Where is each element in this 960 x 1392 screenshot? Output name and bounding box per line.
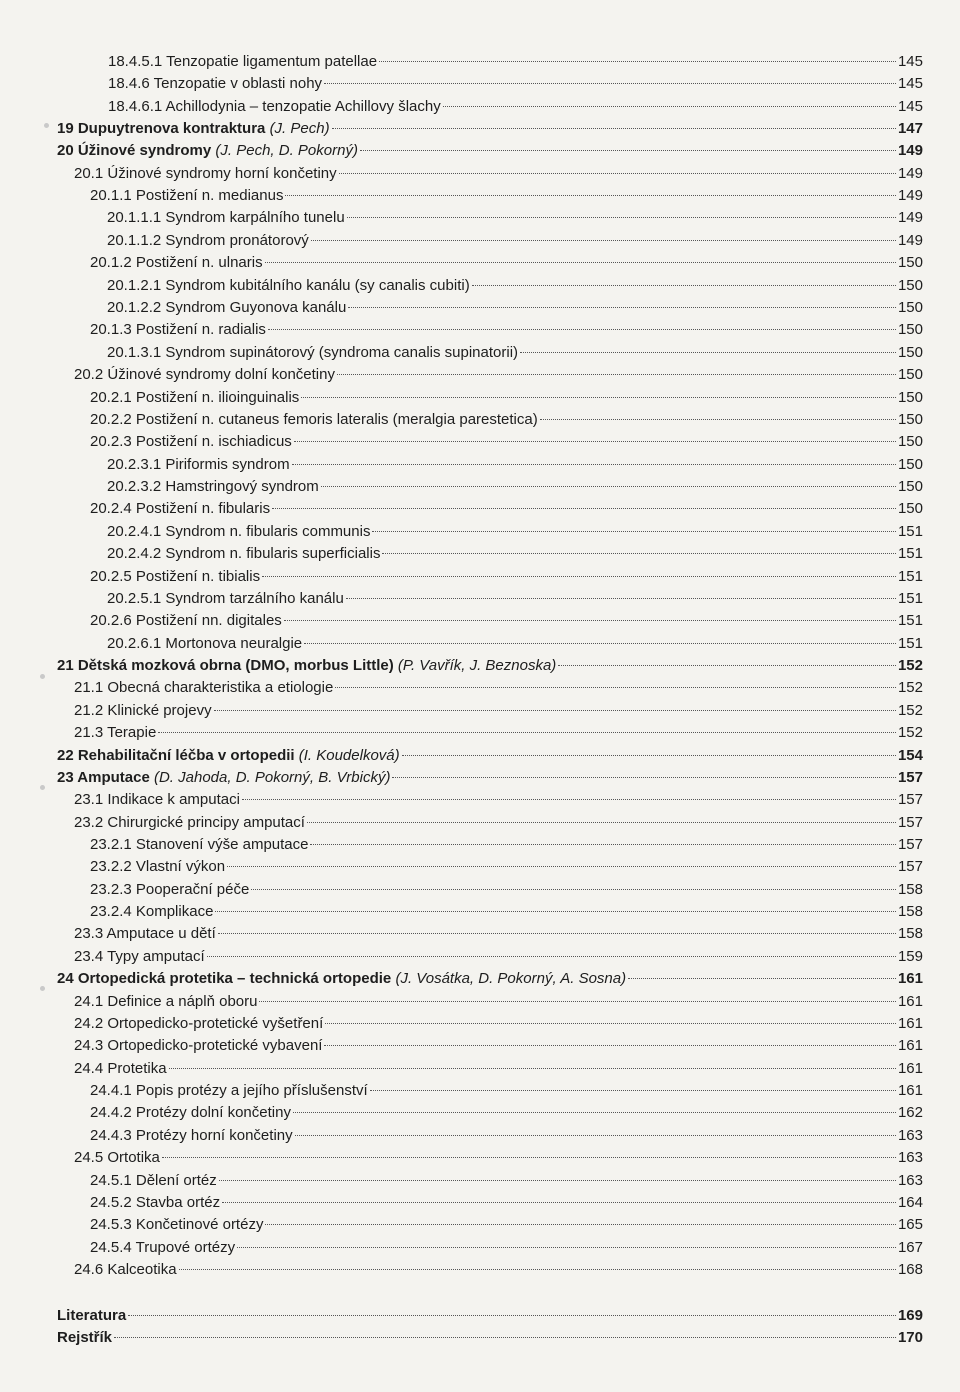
toc-entry-title: [90, 856, 225, 878]
toc-entry[interactable]: [107, 476, 923, 498]
toc-entry-title: [107, 230, 309, 252]
dot-leader: [348, 307, 896, 308]
toc-entry[interactable]: [57, 745, 923, 767]
toc-entry[interactable]: [90, 610, 923, 632]
toc-entry-title: [107, 207, 345, 229]
toc-entry-text: 23.3 Amputace u dětí: [74, 925, 216, 942]
toc-page-number: 150: [897, 389, 923, 406]
toc-entry-text: 20.1.1 Postižení n. medianus: [90, 187, 284, 204]
toc-entry-text: 24.5.4 Trupové ortézy: [90, 1239, 236, 1256]
toc-entry[interactable]: [90, 879, 923, 901]
toc-entry[interactable]: [90, 856, 923, 878]
dot-leader: [301, 397, 896, 398]
toc-page-number: 152: [897, 702, 923, 719]
toc-entry-title: [74, 700, 212, 722]
dot-leader: [218, 933, 896, 934]
toc-entry-title: [74, 364, 335, 386]
toc-entry-text: 24.4.2 Protézy dolní končetiny: [90, 1104, 291, 1121]
toc-page-number: 150: [897, 478, 923, 495]
toc-entry-title: [90, 409, 538, 431]
toc-page-number: 151: [897, 523, 923, 540]
dot-leader: [265, 262, 896, 263]
toc-entry[interactable]: [107, 543, 923, 565]
toc-entry-text: 23.1 Indikace k amputaci: [74, 791, 240, 808]
dot-leader: [295, 1135, 896, 1136]
toc-entry-text: 20.1.2.1 Syndrom kubitálního kanálu (sy canalis cubiti): [107, 277, 470, 294]
toc-entry-text: 24.4 Protetika: [74, 1060, 167, 1077]
toc-entry-text: 20.1.2.2 Syndrom Guyonova kanálu: [107, 299, 347, 316]
toc-entry[interactable]: [90, 901, 923, 923]
toc-page-number: 161: [897, 1037, 923, 1054]
toc-page-number: 157: [897, 791, 923, 808]
dot-leader: [310, 844, 895, 845]
dot-leader: [332, 128, 896, 129]
toc-page-number: 161: [897, 970, 923, 987]
toc-entry[interactable]: [90, 1237, 923, 1259]
toc-page-number: 165: [897, 1216, 923, 1233]
toc-entry[interactable]: [57, 655, 923, 677]
toc-entry[interactable]: [74, 946, 923, 968]
toc-entry[interactable]: [74, 1259, 923, 1281]
toc-entry[interactable]: [107, 207, 923, 229]
toc-page-number: 167: [897, 1239, 923, 1256]
toc-entry[interactable]: [107, 633, 923, 655]
toc-entry-title: [90, 1170, 217, 1192]
dot-leader: [392, 777, 896, 778]
toc-entry[interactable]: [90, 1080, 923, 1102]
dot-leader: [128, 1315, 896, 1316]
toc-page-number: 149: [897, 209, 923, 226]
toc-entry-authors: (J. Pech): [269, 120, 330, 137]
toc-entry-title: [57, 655, 556, 677]
toc-page-number: 149: [897, 142, 923, 159]
toc-entry[interactable]: [90, 834, 923, 856]
toc-entry-title: [90, 1125, 293, 1147]
toc-entry-text: 23.2 Chirurgické principy amputací: [74, 814, 305, 831]
dot-leader: [307, 822, 896, 823]
toc-entry-text: 24 Ortopedická protetika – technická ortopedie: [57, 970, 392, 987]
toc-entry[interactable]: [108, 73, 923, 95]
toc-page-number: 170: [897, 1329, 923, 1346]
toc-entry-title: [90, 252, 263, 274]
toc-entry-title: [90, 387, 299, 409]
toc-entry-title: [107, 342, 518, 364]
toc-entry[interactable]: [57, 1327, 923, 1349]
toc-entry-title: [74, 789, 240, 811]
toc-entry-text: 21.1 Obecná charakteristika a etiologie: [74, 679, 334, 696]
toc-entry[interactable]: [90, 387, 923, 409]
toc-entry[interactable]: [57, 140, 923, 162]
toc-entry[interactable]: [57, 767, 923, 789]
toc-entry-text: 20.2 Úžinové syndromy dolní končetiny: [74, 366, 335, 383]
toc-page-number: 161: [897, 1060, 923, 1077]
toc-entry[interactable]: [107, 454, 923, 476]
toc-entry-text: Literatura: [57, 1307, 127, 1324]
toc-entry-text: 22 Rehabilitační léčba v ortopedii: [57, 747, 295, 764]
toc-page-number: 150: [897, 321, 923, 338]
toc-entry-title: [90, 1214, 263, 1236]
toc-entry-text: 19 Dupuytrenova kontraktura: [57, 120, 266, 137]
toc-entry[interactable]: [74, 991, 923, 1013]
dot-leader: [324, 83, 896, 84]
toc-page-number: 145: [897, 75, 923, 92]
toc-entry-text: 23.2.2 Vlastní výkon: [90, 858, 226, 875]
toc-entry-title: [90, 610, 282, 632]
toc-entry-text: 20.2.2 Postižení n. cutaneus femoris lateralis (meralgia parestetica): [90, 411, 538, 428]
dot-leader: [558, 665, 896, 666]
dot-leader: [262, 576, 896, 577]
toc-page-number: 157: [897, 836, 923, 853]
toc-page-number: 151: [897, 590, 923, 607]
toc-page-number: 152: [897, 679, 923, 696]
dot-leader: [169, 1068, 896, 1069]
toc-entry[interactable]: [90, 1214, 923, 1236]
toc-entry-text: 20.2.3 Postižení n. ischiadicus: [90, 433, 292, 450]
toc-page-number: 157: [897, 814, 923, 831]
toc-entry-text: 24.5.3 Končetinové ortézy: [90, 1216, 264, 1233]
dot-leader: [628, 978, 896, 979]
toc-entry-title: [108, 96, 441, 118]
toc-entry-title: [57, 1327, 112, 1349]
toc-entry[interactable]: [74, 789, 923, 811]
toc-entry-text: 23.4 Typy amputací: [74, 948, 205, 965]
dot-leader: [321, 486, 896, 487]
toc-page-number: 158: [897, 881, 923, 898]
toc-entry-title: [57, 1305, 126, 1327]
toc-page-number: 150: [897, 344, 923, 361]
toc-entry[interactable]: [74, 677, 923, 699]
toc-entry-title: [74, 946, 205, 968]
toc-entry[interactable]: [74, 700, 923, 722]
toc-entry-title: [107, 454, 290, 476]
toc-entry[interactable]: [90, 252, 923, 274]
dot-leader: [237, 1247, 896, 1248]
dot-leader: [272, 508, 896, 509]
toc-entry-text: 21.3 Terapie: [74, 724, 157, 741]
toc-page-number: 163: [897, 1172, 923, 1189]
toc-page-number: 150: [897, 254, 923, 271]
dot-leader: [268, 329, 896, 330]
toc-entry-title: [57, 968, 626, 990]
toc-entry[interactable]: [107, 230, 923, 252]
dot-leader: [304, 643, 896, 644]
toc-entry[interactable]: [90, 185, 923, 207]
toc-page-number: 157: [897, 769, 923, 786]
toc-entry-title: [74, 1013, 323, 1035]
toc-entry-title: [57, 745, 400, 767]
margin-mark: [40, 674, 45, 679]
toc-entry-text: 20.2.5.1 Syndrom tarzálního kanálu: [107, 590, 344, 607]
toc-entry-text: 18.4.6.1 Achillodynia – tenzopatie Achillovy šlachy: [108, 98, 441, 115]
toc-entry-text: 20.1.2 Postižení n. ulnaris: [90, 254, 263, 271]
dot-leader: [360, 150, 896, 151]
toc-entry[interactable]: [57, 968, 923, 990]
toc-entry-text: 20.2.4.2 Syndrom n. fibularis superficialis: [107, 545, 381, 562]
toc-entry-authors: (P. Vavřík, J. Beznoska): [397, 657, 557, 674]
toc-entry-title: [107, 543, 380, 565]
toc-entry-text: 24.5.2 Stavba ortéz: [90, 1194, 221, 1211]
toc-entry-authors: (J. Vosátka, D. Pokorný, A. Sosna): [395, 970, 627, 987]
toc-entry-title: [107, 275, 470, 297]
toc-page-number: 163: [897, 1127, 923, 1144]
toc-entry[interactable]: [107, 297, 923, 319]
dot-leader: [372, 531, 896, 532]
toc-page-number: 145: [897, 98, 923, 115]
toc-entry-authors: (I. Koudelková): [298, 747, 400, 764]
toc-entry-title: [90, 319, 266, 341]
toc-page-number: 159: [897, 948, 923, 965]
dot-leader: [219, 1180, 896, 1181]
margin-mark: [40, 785, 45, 790]
toc-entry-title: [107, 588, 344, 610]
toc-entry-title: [107, 297, 346, 319]
toc-page-number: 151: [897, 612, 923, 629]
toc-page-number: 162: [897, 1104, 923, 1121]
toc-entry-text: 24.2 Ortopedicko-protetické vyšetření: [74, 1015, 324, 1032]
toc-page-number: 150: [897, 411, 923, 428]
toc-entry-text: 24.5.1 Dělení ortéz: [90, 1172, 217, 1189]
margin-mark: [44, 123, 49, 128]
toc-entry-text: 23 Amputace: [57, 769, 150, 786]
toc-entry-title: [90, 498, 270, 520]
toc-entry-title: [90, 566, 260, 588]
toc-page-number: 149: [897, 187, 923, 204]
toc-page-number: 168: [897, 1261, 923, 1278]
toc-entry[interactable]: [74, 923, 923, 945]
toc-page-number: 169: [897, 1307, 923, 1324]
toc-entry-title: [107, 521, 370, 543]
toc-entry[interactable]: [90, 409, 923, 431]
margin-mark: [40, 986, 45, 991]
dot-leader: [379, 61, 896, 62]
toc-entry[interactable]: [74, 812, 923, 834]
toc-entry-title: [74, 923, 216, 945]
toc-entry-text: Rejstřík: [57, 1329, 113, 1346]
toc-entry-title: [74, 1147, 160, 1169]
toc-page-number: 157: [897, 858, 923, 875]
dot-leader: [251, 889, 896, 890]
dot-leader: [158, 732, 896, 733]
toc-entry-title: [74, 812, 305, 834]
dot-leader: [293, 1112, 896, 1113]
toc-entry-text: 24.5 Ortotika: [74, 1149, 160, 1166]
toc-entry-title: [74, 722, 156, 744]
toc-page-number: 150: [897, 433, 923, 450]
dot-leader: [324, 1045, 896, 1046]
toc-entry-title: [57, 140, 358, 162]
dot-leader: [472, 285, 896, 286]
toc-entry[interactable]: [107, 521, 923, 543]
toc-entry[interactable]: [90, 319, 923, 341]
toc-entry-text: 21.2 Klinické projevy: [74, 702, 212, 719]
toc-entry-text: 20.2.6.1 Mortonova neuralgie: [107, 635, 303, 652]
toc-page-number: 158: [897, 925, 923, 942]
toc-entry-text: 20.1.1.1 Syndrom karpálního tunelu: [107, 209, 345, 226]
dot-leader: [520, 352, 896, 353]
dot-leader: [339, 173, 896, 174]
toc-entry-title: [90, 1080, 368, 1102]
toc-entry-text: 20.2.1 Postižení n. ilioinguinalis: [90, 389, 300, 406]
toc-entry-text: 23.2.1 Stanovení výše amputace: [90, 836, 309, 853]
toc-entry-title: [74, 1058, 167, 1080]
dot-leader: [294, 441, 896, 442]
toc-entry[interactable]: [74, 163, 923, 185]
dot-leader: [114, 1337, 896, 1338]
dot-leader: [214, 710, 896, 711]
toc-entry[interactable]: [107, 588, 923, 610]
toc-entry-title: [108, 73, 322, 95]
dot-leader: [335, 687, 896, 688]
toc-entry[interactable]: [90, 566, 923, 588]
dot-leader: [292, 464, 896, 465]
toc-page-number: 150: [897, 366, 923, 383]
toc-entry-text: 20.2.5 Postižení n. tibialis: [90, 568, 261, 585]
toc-entry[interactable]: [90, 1192, 923, 1214]
toc-entry[interactable]: [74, 364, 923, 386]
toc-entry[interactable]: [90, 498, 923, 520]
toc-entry-text: 20 Úžinové syndromy: [57, 142, 212, 159]
toc-entry-title: [90, 431, 292, 453]
toc-entry-text: 18.4.6 Tenzopatie v oblasti nohy: [108, 75, 323, 92]
toc-page-number: 161: [897, 1082, 923, 1099]
toc-entry-title: [74, 677, 333, 699]
toc-page-number: 163: [897, 1149, 923, 1166]
toc-entry-text: 20.2.3.2 Hamstringový syndrom: [107, 478, 319, 495]
toc-entry-title: [90, 879, 249, 901]
toc-entry-text: 20.1.3.1 Syndrom supinátorový (syndroma canalis supinatorii): [107, 344, 519, 361]
toc-entry-title: [107, 633, 302, 655]
toc-entry-authors: (J. Pech, D. Pokorný): [215, 142, 358, 159]
toc-entry-text: 20.2.4.1 Syndrom n. fibularis communis: [107, 523, 371, 540]
toc-entry[interactable]: [74, 1013, 923, 1035]
dot-leader: [443, 106, 896, 107]
dot-leader: [346, 598, 896, 599]
toc-entry-text: 20.2.4 Postižení n. fibularis: [90, 500, 271, 517]
dot-leader: [311, 240, 896, 241]
toc-entry-title: [74, 1259, 177, 1281]
toc-entry-text: 24.1 Definice a náplň oboru: [74, 993, 258, 1010]
toc-entry[interactable]: [90, 431, 923, 453]
toc-entry-title: [57, 118, 330, 140]
dot-leader: [284, 620, 896, 621]
toc-page-number: 150: [897, 299, 923, 316]
toc-entry[interactable]: [90, 1102, 923, 1124]
toc-entry-text: 23.2.4 Komplikace: [90, 903, 214, 920]
toc-entry[interactable]: [74, 722, 923, 744]
toc-entry-title: [74, 1035, 322, 1057]
toc-page-number: 151: [897, 635, 923, 652]
toc-page-number: 164: [897, 1194, 923, 1211]
toc-page-number: 158: [897, 903, 923, 920]
dot-leader: [259, 1001, 896, 1002]
toc-page-number: 154: [897, 747, 923, 764]
toc-entry-text: 23.2.3 Pooperační péče: [90, 881, 250, 898]
toc-page-number: 149: [897, 165, 923, 182]
toc-entry-title: [107, 476, 319, 498]
dot-leader: [242, 799, 896, 800]
dot-leader: [285, 195, 896, 196]
dot-leader: [162, 1157, 896, 1158]
toc-page-number: 161: [897, 1015, 923, 1032]
toc-page-number: 145: [897, 53, 923, 70]
toc-entry-title: [74, 163, 337, 185]
dot-leader: [179, 1269, 896, 1270]
toc-entry[interactable]: [107, 275, 923, 297]
toc-page-number: 150: [897, 456, 923, 473]
toc-entry[interactable]: [74, 1058, 923, 1080]
toc-entry-text: 24.3 Ortopedicko-protetické vybavení: [74, 1037, 323, 1054]
toc-entry-text: 24.4.1 Popis protézy a jejího příslušenství: [90, 1082, 368, 1099]
dot-leader: [382, 553, 896, 554]
toc-entry[interactable]: [107, 342, 923, 364]
toc-entry-title: [90, 834, 308, 856]
toc-page-number: 151: [897, 568, 923, 585]
toc-entry[interactable]: [74, 1147, 923, 1169]
toc-entry-title: [90, 1237, 235, 1259]
toc-entry[interactable]: [57, 1305, 923, 1327]
toc-entry-title: [90, 1192, 220, 1214]
dot-leader: [215, 911, 896, 912]
toc-page-number: 161: [897, 993, 923, 1010]
dot-leader: [347, 217, 896, 218]
dot-leader: [370, 1090, 896, 1091]
toc-entry-text: 24.6 Kalceotika: [74, 1261, 177, 1278]
toc-entry[interactable]: [108, 96, 923, 118]
toc-entry-text: 20.1 Úžinové syndromy horní končetiny: [74, 165, 337, 182]
toc-entry-title: [108, 51, 377, 73]
toc-entry-authors: (D. Jahoda, D. Pokorný, B. Vrbický): [153, 769, 391, 786]
dot-leader: [207, 956, 896, 957]
toc-entry-text: 24.4.3 Protézy horní končetiny: [90, 1127, 293, 1144]
toc-entry-text: 20.1.3 Postižení n. radialis: [90, 321, 266, 338]
dot-leader: [227, 866, 896, 867]
toc-entry[interactable]: [90, 1170, 923, 1192]
toc-entry-text: 20.2.3.1 Piriformis syndrom: [107, 456, 290, 473]
toc-page-number: 150: [897, 277, 923, 294]
dot-leader: [402, 755, 896, 756]
toc-entry[interactable]: [74, 1035, 923, 1057]
toc-entry-title: [57, 767, 390, 789]
toc-entry[interactable]: [57, 118, 923, 140]
toc-entry[interactable]: [90, 1125, 923, 1147]
toc-page-number: 150: [897, 500, 923, 517]
dot-leader: [325, 1023, 896, 1024]
dot-leader: [265, 1224, 896, 1225]
toc-page-number: 151: [897, 545, 923, 562]
toc-entry-title: [74, 991, 257, 1013]
toc-entry-text: 21 Dětská mozková obrna (DMO, morbus Little): [57, 657, 394, 674]
dot-leader: [222, 1202, 896, 1203]
toc-page-number: 147: [897, 120, 923, 137]
dot-leader: [337, 374, 896, 375]
toc-entry-title: [90, 1102, 291, 1124]
toc-entry-text: 20.2.6 Postižení nn. digitales: [90, 612, 282, 629]
toc-entry-title: [90, 901, 213, 923]
toc-page-number: 149: [897, 232, 923, 249]
toc-entry-text: 18.4.5.1 Tenzopatie ligamentum patellae: [108, 53, 378, 70]
toc-entry[interactable]: [108, 51, 923, 73]
toc-entry-title: [90, 185, 283, 207]
toc-page-number: 152: [897, 657, 923, 674]
toc-entry-text: 20.1.1.2 Syndrom pronátorový: [107, 232, 309, 249]
dot-leader: [540, 419, 896, 420]
toc-page-number: 152: [897, 724, 923, 741]
